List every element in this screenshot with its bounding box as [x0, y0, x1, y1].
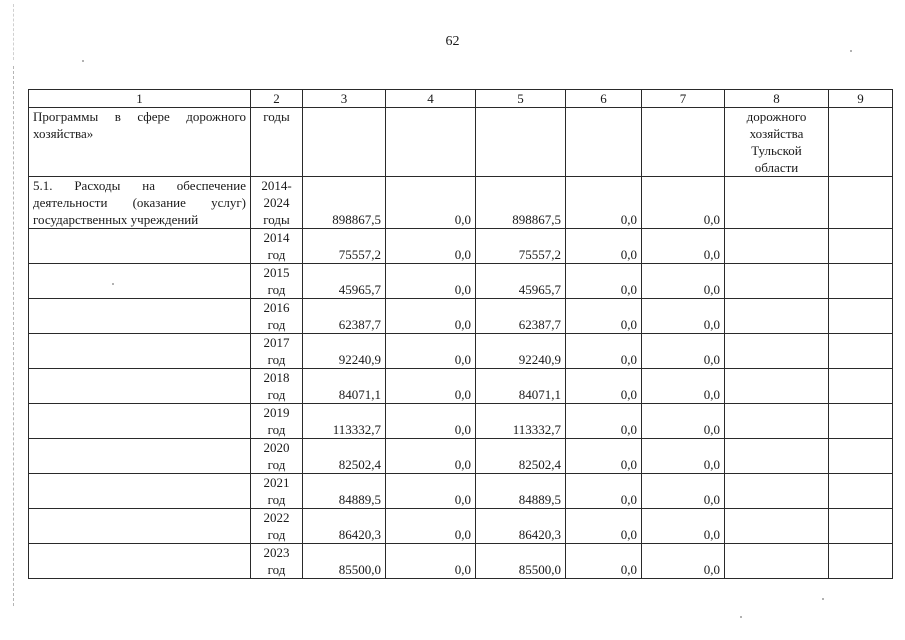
empty-cell	[725, 369, 829, 404]
year-cell	[251, 474, 303, 509]
year-value: 2021	[263, 475, 290, 490]
year-value: 2018	[263, 370, 290, 385]
value-cell: 45965,7	[303, 264, 386, 299]
value-cell: 75557,2	[476, 229, 566, 264]
year-value: 2017	[263, 335, 290, 350]
value-cell: 62387,7	[476, 299, 566, 334]
value-cell: 86420,3	[476, 509, 566, 544]
value-cell: 84889,5	[476, 474, 566, 509]
year-unit: год	[267, 457, 286, 472]
table-row	[29, 439, 893, 474]
expense-name-cell: 5.1. Расходы на обеспечение деятельности (оказание услуг) государственных учреждений	[29, 177, 251, 229]
value-cell: 0,0	[386, 404, 476, 439]
value-cell: 0,0	[386, 509, 476, 544]
value-cell: 84071,1	[303, 369, 386, 404]
year-cell	[251, 544, 303, 579]
column-number: 9	[829, 90, 893, 108]
year-value: 2016	[263, 300, 290, 315]
value-cell: 0,0	[566, 439, 642, 474]
value-cell: 0,0	[386, 264, 476, 299]
value-cell: 0,0	[566, 264, 642, 299]
table-row	[29, 334, 893, 369]
empty-cell	[725, 264, 829, 299]
empty-cell	[566, 108, 642, 177]
column-number: 4	[386, 90, 476, 108]
table-row	[29, 544, 893, 579]
year-unit: год	[267, 562, 286, 577]
empty-cell	[725, 404, 829, 439]
program-header-row	[29, 108, 893, 177]
empty-cell	[725, 229, 829, 264]
value-cell: 0,0	[386, 474, 476, 509]
column-number: 3	[303, 90, 386, 108]
empty-cell	[476, 108, 566, 177]
year-unit: год	[267, 352, 286, 367]
value-cell: 75557,2	[303, 229, 386, 264]
table-row	[29, 229, 893, 264]
period-cell	[251, 177, 303, 229]
value-cell: 898867,5	[303, 177, 386, 229]
value-cell: 0,0	[642, 369, 725, 404]
period-line: 2024	[263, 195, 290, 210]
value-cell: 0,0	[386, 369, 476, 404]
empty-cell	[725, 439, 829, 474]
value-cell: 0,0	[566, 404, 642, 439]
value-cell: 0,0	[566, 544, 642, 579]
year-cell	[251, 439, 303, 474]
table-row	[29, 404, 893, 439]
value-cell: 0,0	[566, 299, 642, 334]
scan-speck	[82, 60, 84, 62]
value-cell: 0,0	[566, 229, 642, 264]
column-number: 1	[29, 90, 251, 108]
year-cell	[251, 369, 303, 404]
budget-table	[28, 89, 893, 579]
value-cell: 0,0	[386, 299, 476, 334]
column-number: 8	[725, 90, 829, 108]
year-cell	[251, 264, 303, 299]
period-line: 2014-	[261, 178, 292, 193]
empty-cell	[829, 229, 893, 264]
empty-cell	[386, 108, 476, 177]
value-cell: 0,0	[386, 229, 476, 264]
year-value: 2020	[263, 440, 290, 455]
value-cell: 0,0	[642, 299, 725, 334]
year-value: 2015	[263, 265, 290, 280]
value-cell: 92240,9	[303, 334, 386, 369]
value-cell: 0,0	[642, 474, 725, 509]
value-cell: 0,0	[566, 177, 642, 229]
value-cell: 113332,7	[303, 404, 386, 439]
value-cell: 86420,3	[303, 509, 386, 544]
empty-cell	[829, 404, 893, 439]
scan-speck	[740, 616, 742, 618]
empty-cell	[725, 474, 829, 509]
year-value: 2022	[263, 510, 290, 525]
year-unit: год	[267, 422, 286, 437]
expense-total-row	[29, 177, 893, 229]
empty-cell	[29, 299, 251, 334]
scan-edge-line	[13, 66, 14, 606]
empty-cell	[725, 509, 829, 544]
empty-cell	[829, 334, 893, 369]
year-unit: год	[267, 247, 286, 262]
year-unit: год	[267, 387, 286, 402]
empty-cell	[829, 474, 893, 509]
empty-cell	[829, 544, 893, 579]
value-cell: 84889,5	[303, 474, 386, 509]
value-cell: 898867,5	[476, 177, 566, 229]
value-cell: 0,0	[642, 229, 725, 264]
empty-cell	[29, 544, 251, 579]
year-value: 2014	[263, 230, 290, 245]
value-cell: 92240,9	[476, 334, 566, 369]
year-value: 2019	[263, 405, 290, 420]
year-unit: год	[267, 527, 286, 542]
value-cell: 62387,7	[303, 299, 386, 334]
year-unit: год	[267, 492, 286, 507]
page-number: 62	[445, 34, 460, 49]
empty-cell	[829, 299, 893, 334]
value-cell: 0,0	[642, 509, 725, 544]
column-number: 7	[642, 90, 725, 108]
empty-cell	[829, 177, 893, 229]
empty-cell	[725, 544, 829, 579]
empty-cell	[303, 108, 386, 177]
table-row	[29, 299, 893, 334]
year-unit: год	[267, 317, 286, 332]
empty-cell	[29, 404, 251, 439]
year-cell	[251, 299, 303, 334]
year-unit: год	[267, 282, 286, 297]
empty-cell	[29, 509, 251, 544]
value-cell: 0,0	[642, 404, 725, 439]
value-cell: 0,0	[642, 177, 725, 229]
year-value: 2023	[263, 545, 290, 560]
empty-cell	[829, 509, 893, 544]
value-cell: 0,0	[386, 544, 476, 579]
column-number: 6	[566, 90, 642, 108]
column-number: 5	[476, 90, 566, 108]
scan-edge-line	[13, 4, 14, 60]
value-cell: 45965,7	[476, 264, 566, 299]
value-cell: 113332,7	[476, 404, 566, 439]
value-cell: 0,0	[642, 439, 725, 474]
table-row	[29, 369, 893, 404]
empty-cell	[29, 474, 251, 509]
empty-cell	[725, 299, 829, 334]
value-cell: 0,0	[566, 474, 642, 509]
table-row	[29, 264, 893, 299]
value-cell: 0,0	[566, 334, 642, 369]
empty-cell	[829, 108, 893, 177]
value-cell: 0,0	[642, 334, 725, 369]
scan-speck	[850, 50, 852, 52]
program-name-cell: Программы в сфере дорожного хозяйства»	[29, 108, 251, 177]
empty-cell	[725, 334, 829, 369]
value-cell: 0,0	[642, 264, 725, 299]
value-cell: 0,0	[386, 177, 476, 229]
period-line: годы	[263, 212, 290, 227]
empty-cell	[29, 369, 251, 404]
value-cell: 85500,0	[476, 544, 566, 579]
period-cell: годы	[251, 108, 303, 177]
value-cell: 84071,1	[476, 369, 566, 404]
empty-cell	[29, 229, 251, 264]
value-cell: 0,0	[386, 439, 476, 474]
value-cell: 0,0	[386, 334, 476, 369]
scan-speck	[822, 598, 824, 600]
year-cell	[251, 229, 303, 264]
empty-cell	[642, 108, 725, 177]
year-cell	[251, 509, 303, 544]
value-cell: 82502,4	[476, 439, 566, 474]
value-cell: 0,0	[566, 369, 642, 404]
empty-cell	[829, 369, 893, 404]
year-cell	[251, 404, 303, 439]
empty-cell	[829, 264, 893, 299]
year-cell	[251, 334, 303, 369]
value-cell: 0,0	[642, 544, 725, 579]
value-cell: 82502,4	[303, 439, 386, 474]
column-number: 2	[251, 90, 303, 108]
empty-cell	[829, 439, 893, 474]
column-number-row	[29, 90, 893, 108]
empty-cell	[29, 264, 251, 299]
empty-cell	[29, 439, 251, 474]
empty-cell	[725, 177, 829, 229]
value-cell: 85500,0	[303, 544, 386, 579]
empty-cell	[29, 334, 251, 369]
table-row	[29, 509, 893, 544]
responsible-cell: дорожного хозяйства Тульской области	[725, 108, 829, 177]
table-row	[29, 474, 893, 509]
value-cell: 0,0	[566, 509, 642, 544]
